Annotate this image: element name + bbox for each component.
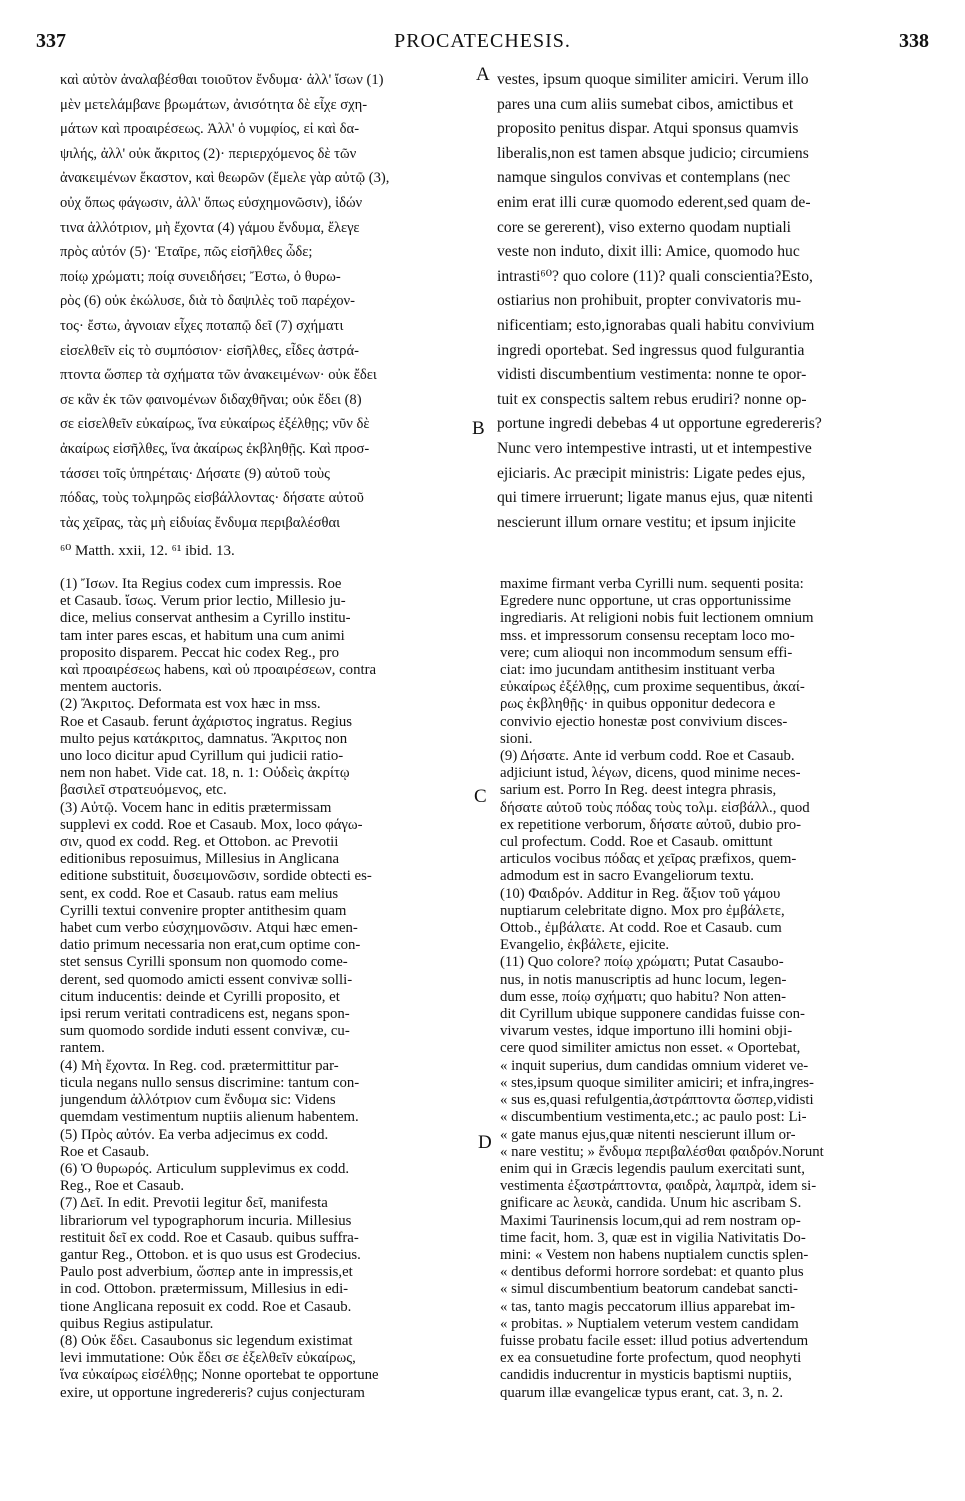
footnote-line: ρως ἐκβληθῇς· in quibus opponitur dedecora e [500,696,776,713]
latin-text-line: vestes, ipsum quoque similiter amiciri. Verum illo [497,71,809,88]
greek-text-line: τάσσει τοῖς ὑπηρέταις· Δήσατε (9) αὐτοῦ τοὺς [60,465,330,482]
greek-text-line: ποίῳ χρώματι; ποίᾳ συνειδήσει; Ἔστω, ὁ θυρω- [60,268,341,285]
greek-text-line: τος· ἔστω, ἀγνοιαν εἶχες ποταπῷ δεῖ (7) σχήματι [60,317,344,334]
footnote-line: time facit, hom. 3, quæ est in vigilia Nativitatis Do- [500,1229,806,1246]
greek-text-line: μὲν μετελάμβανε βρωμάτων, ἀνισότητα δὲ εἶχε σχη- [60,96,368,113]
footnote-line: dum esse, ποίῳ σχήματι; quo habitu? Non atten- [500,988,787,1005]
footnote-line: « simul discumbentium beatorum candebat sancti- [500,1281,798,1298]
footnote-line: sarium est. Porro In Reg. deest integra phrasis, [500,782,777,799]
footnote-line: quarum illæ evangelicæ typus erant, cat. 3, n. 2. [500,1384,784,1401]
footnote-line: quibus Regius astipulatur. [60,1315,214,1332]
footnote-line: Egredere nunc opportune, ut cras opportunissime [500,593,791,610]
footnote-line: restituit δεῖ ex codd. Roe et Casaub. quibus suffra- [60,1229,359,1246]
footnote-line: proposito disparem. Peccat hic codex Reg., pro [60,644,340,661]
greek-text-column [60,68,472,538]
margin-marker-a: A [476,64,490,85]
latin-text-line: vidisti discumbentium vestimenta: nonne te opor- [497,366,807,384]
footnote-line: vivarum vestes, idque importuno illi homini obji- [500,1023,793,1040]
footnote-line: adjiciunt istud, λέγων, dicens, quod minime neces- [500,765,801,782]
page-number-right: 338 [899,30,929,52]
footnote-line: (1) Ἴσων. Ita Regius codex cum impressis. Roe [60,576,342,592]
footnote-line: enim qui in Græcis legendis paulum exercitati sunt, [500,1160,805,1177]
footnote-line: uno loco dicitur apud Cyrillum qui judicii ratio- [60,748,344,765]
footnote-line: (7) Δεῖ. In edit. Prevotii legitur δεῖ, manifesta [60,1195,328,1212]
latin-text-line: intrasti⁶⁰? quo colore (11)? quali conscientia?Esto, [497,267,813,285]
footnote-line: nuptiarum celebritate digno. Mox pro ἐμβάλετε, [500,902,785,919]
greek-text-line: εἰσελθεῖν εἰς τὸ συμπόσιον· εἰσῆλθες, εἶδες ἀστρά- [60,342,359,359]
footnote-line: cul profectum. Codd. Roe et Casaub. omittunt [500,834,773,851]
footnote-line: citum inducentis: deinde et Cyrilli proposito, et [60,988,340,1005]
footnote-line: Evangelio, ἐκβάλετε, ejicite. [500,937,670,954]
footnote-line: vere; cum alioqui non incommodum sensum effi- [500,644,793,661]
latin-text-line: nificentiam; esto,ignorabas quali habitu convivium [497,316,815,334]
footnote-line: exire, ut opportune ingredereris? cujus conjecturam [60,1384,365,1401]
footnote-line: dice, melius conservat anthesim a Cyrillo institu- [60,610,351,627]
greek-text-line: ἀνακειμένων ἕκαστον, καὶ θεωρῶν (ἔμελε γὰρ αὐτῷ (3), [60,170,390,187]
footnote-line: habet cum verbo εὐσχημονῶσιν. Atqui hæc emen- [60,920,358,937]
latin-text-line: nescierunt illum ornare vestitu; et ipsum injicite [497,513,796,531]
latin-text-line: core se gererent), viso externo quodam nuptiali [497,218,792,236]
greek-text-line: πρὸς αὐτόν (5)· Ἑταῖρε, πῶς εἰσῆλθες ὧδε; [60,244,313,261]
greek-text-line: πόδας, τοὺς τολμηρῶς εἰσβάλλοντας· δήσατε αὐτοῦ [60,490,364,507]
footnote-line: mentem auctoris. [60,679,162,696]
footnote-line: candidis inducrentur in mysticis baptismi nuptiis, [500,1367,792,1384]
footnote-line: in cod. Ottobon. prætermissum, Millesius in edi- [60,1281,349,1298]
footnote-line: ἵνα εὐκαίρως εἰσέλθῃς; Nonne oportebat te opportune [60,1367,379,1384]
footnote-line: gnificare ac λευκὰ, candida. Unum hic ascribam S. [500,1195,802,1212]
footnote-line: « gate manus ejus,quæ nitenti nescierunt illum or- [500,1126,796,1143]
footnote-line: levi immutatione: Οὐκ ἔδει σε ἐξελθεῖν εὐκαίρως, [60,1350,356,1367]
footnote-line: sioni. [500,730,533,747]
footnote-line: cere quod similiter amictus non esset. « Oportebat, [500,1040,801,1057]
margin-marker-b: B [472,418,485,439]
greek-text-line: οὐχ ὅπως φάγωσιν, ἀλλ' ὅπως εὐσχημονῶσιν), ἰδών [60,194,363,211]
footnote-line: ciat: imo jucundam antithesim instituant verba [500,662,775,679]
footnote-line: ipsi rerum veritati contradicens est, negans spon- [60,1006,350,1023]
footnote-line: (3) Αὐτῷ. Vocem hanc in editis prætermissam [60,799,332,816]
footnote-line: rantem. [60,1040,105,1057]
latin-text-line: tuit ex conspectis saltem rebus erudiri? nonne op- [497,390,807,408]
footnote-line: admodum est in sacro Evangeliorum textu. [500,868,754,885]
footnote-line: et Casaub. ἴσως. Verum prior lectio, Millesio ju- [60,593,346,610]
margin-marker-c: C [474,786,487,807]
footnote-line: Paulo post adverbium, ὥσπερ ante in impressis,et [60,1264,353,1281]
notes-right-column [500,576,930,1496]
footnote-line: « inquit superius, dum candidas omnium videret ve- [500,1057,809,1074]
footnote-line: ex repetitione verborum, δήσατε αὐτοῦ, dubio pro- [500,816,802,833]
notes-left-column [60,576,472,1496]
footnote-line: Roe et Casaub. ferunt ἀχάριστος ingratus. Regius [60,713,353,730]
footnote-line: multo pejus κατάκριτος, damnatus. Ἄκριτος non [60,730,348,747]
footnote-line: « stes,ipsum quoque similiter amiciri; et infra,ingres- [500,1074,814,1091]
footnote-line: (10) Φαιδρόν. Additur in Reg. ἄξιον τοῦ γάμου [500,885,781,902]
footnote-line: derent, sed quomodo amicti essent convivæ solli- [60,971,353,988]
greek-text-line: τὰς χεῖρας, τὰς μὴ εἰδυίας ἔνδυμα περιβαλέσθαι [60,514,341,531]
footnote-line: (4) Μὴ ἔχοντα. In Reg. cod. prætermittitur par- [60,1057,339,1074]
greek-text-line [60,535,472,538]
footnote-line: vestimenta ἐξαστράπτοντα, φαιδρὰ, λαμπρὰ, idem si- [500,1178,817,1195]
latin-text-line: Nunc vero intempestive intrasti, ut et intempestive [497,439,812,457]
greek-text-line: καὶ αὐτὸν ἀναλαβέσθαι τοιοῦτον ἔνδυμα· ἀλλ' ἴσων (1) [60,72,384,88]
footnote-line: εὐκαίρως ἐξέλθῃς, cum proxime sequentibus, ἀκαί- [500,679,805,696]
footnote-line: sent, ex codd. Roe et Casaub. ratus eam melius [60,885,339,902]
footnote-line: « sus es,quasi refulgentia,ἀστράπτοντα ὥσπερ,vidisti [500,1092,814,1109]
footnote-line: quemdam vestimentum nuptiis alienum habentem. [60,1109,359,1126]
footnote-line: mini: « Vestem non habens nuptialem cunctis splen- [500,1246,809,1263]
footnote-line: σιν, quod ex codd. Reg. et Ottobon. ac Prevotii [60,834,339,851]
running-header [36,30,929,58]
footnote-line: (11) Quo colore? ποίῳ χρώματι; Putat Casaubo- [500,954,784,971]
footnote-line: ingrediaris. At religioni nobis fuit lectionem omnium [500,610,814,627]
greek-text-line: τινα ἀλλότριον, μὴ ἔχοντα (4) γάμου ἔνδυμα, ἔλεγε [60,219,360,236]
footnote-line: jungendum ἀλλότριον cum ἔνδυμα sic: Videns [60,1092,336,1109]
latin-text-line: ingredi oportebat. Sed ingressus quod fulgurantia [497,341,805,359]
greek-text-line: ρὸς (6) οὐκ ἐκώλυσε, διὰ τὸ δαψιλὲς τοῦ παρέχον- [60,293,355,310]
greek-text-line: ἀκαίρως εἰσῆλθες, ἵνα ἀκαίρως ἐκβληθῇς. Καὶ προσ- [60,440,370,457]
footnote-line: Reg., Roe et Casaub. [60,1178,185,1195]
footnote-line: maxime firmant verba Cyrilli num. sequenti posita: [500,576,804,592]
footnote-line: tam inter pares escas, et habitum una cum animi [60,627,345,644]
latin-text-line: ejiciaris. Ac præcipit ministris: Ligate pedes ejus, [497,464,806,482]
footnote-line: Roe et Casaub. [60,1143,150,1160]
footnote-line: (6) Ὁ θυρωρός. Articulum supplevimus ex codd. [60,1160,350,1177]
latin-text-line: liberalis,non est tamen absque judicio; circumiens [497,144,809,162]
footnote-line: « discumbentium vestimenta,etc.; ac paulo post: Li- [500,1109,807,1126]
footnote-line: βασιλεῖ στρατευόμενος, etc. [60,782,227,799]
footnote-line: tione Anglicana reposuit ex codd. Roe et Casaub. [60,1298,352,1315]
footnote-line: mss. et impressorum consensu receptam loco mo- [500,627,795,644]
footnote-line: (9) Δήσατε. Ante id verbum codd. Roe et Casaub. [500,748,795,765]
page-number-left: 337 [36,30,66,52]
footnote-line: Cyrilli textui convenire propter antithesim quam [60,902,347,919]
footnote-line: datio primum necessaria non erat,cum optime con- [60,937,361,954]
latin-text-line [497,535,929,538]
footnote-line: stet sensus Cyrilli sponsum non quomodo come- [60,954,348,971]
margin-marker-d: D [478,1132,492,1153]
footnote-line: articulos vocibus πόδας et χεῖρας præfixos, quem- [500,851,797,868]
footnote-line: δήσατε αὐτοῦ τοὺς πόδας τοὺς τολμ. εἰσβάλλ., quod [500,799,810,816]
footnote-line: ticula negans nullo sensus discrimine: tantum con- [60,1074,360,1091]
footnote-line: « tas, tanto magis peccatorum illius apparebat im- [500,1298,796,1315]
footnote-line: sum quomodo sordide induti essent convivæ, cu- [60,1023,350,1040]
footnote-line: convivio ejectio honestæ post convivium disces- [500,713,788,730]
footnote-line: « probitas. » Nuptialem veterum vestem candidam [500,1315,799,1332]
footnote-line: supplevi ex codd. Roe et Casaub. Mox, loco φάγω- [60,816,363,833]
footnote-line: « nare vestitu; » ἔνδυμα περιβαλέσθαι φαιδρόν.Norunt [500,1143,824,1160]
greek-text-line: σε εἰσελθεῖν εὐκαίρως, ἵνα εὐκαίρως ἐξέλθῃς; νῦν δὲ [60,416,370,433]
latin-text-line: pares una cum aliis sumebat cibos, amictibus et [497,95,794,113]
latin-text-line: veste non induto, dixit illi: Amice, quomodo huc [497,243,800,261]
footnote-line: (8) Οὐκ ἔδει. Casaubonus sic legendum existimat [60,1332,353,1349]
latin-text-line: enim erat illi curæ quomodo ederent,sed quam de- [497,193,811,211]
footnote-line: editione substituit, δυσειμονῶσιν, sordide obtecti es- [60,868,372,885]
footnote-line: editionibus reposuimus, Millesius in Anglicana [60,851,340,868]
latin-text-line: namque singulos convivas et contemplans (nec [497,169,791,187]
greek-text-line: μάτων καὶ προαιρέσεως. Ἀλλ' ὁ νυμφίος, εἰ καὶ δα- [60,121,360,138]
footnote-line: nem non habet. Vide cat. 18, n. 1: Οὐδεὶς ἀκρίτῳ [60,765,350,782]
footnote-line: καὶ προαιρέσεως habens, καὶ οὐ προαιρέσεων, contra [60,662,377,679]
greek-text-line: σε κἂν ἐκ τῶν φαινομένων διδαχθῆναι; οὐκ ἔδει (8) [60,391,362,408]
greek-text-line: ψιλής, ἀλλ' οὐκ ἄκριτος (2)· περιερχόμενος δὲ τῶν [60,145,357,162]
footnote-line: dit Cyrillum ubique supponere candidas fuisse con- [500,1006,805,1023]
footnote-line: Ottob., ἐμβάλατε. At codd. Roe et Casaub. cum [500,920,782,937]
greek-text-line: πτοντα ὥσπερ τὰ σχήματα τῶν ἀνακειμένων· οὐκ ἔδει [60,367,377,384]
footnote-line: nus, in notis manuscriptis ad hunc locum, legen- [500,971,787,988]
latin-text-line: portune ingredi debebas 4 ut opportune egredereris? [497,415,822,433]
footnote-line: Maximi Taurinensis locum,qui ad rem nostram op- [500,1212,801,1229]
scripture-citations: ⁶⁰ Matth. xxii, 12. ⁶¹ ibid. 13. [60,543,235,559]
latin-text-line: ostiarius non prohibuit, propter convivatoris mu- [497,292,802,310]
footnote-line: gantur Reg., Ottobon. et is quo usus est Grodecius. [60,1246,361,1263]
footnote-line: (5) Πρὸς αὐτόν. Ea verba adjecimus ex codd. [60,1126,329,1143]
footnote-line: ex ea consuetudine forte profectum, quod neophyti [500,1350,802,1367]
latin-text-column [497,68,929,538]
footnote-line: librariorum vel typographorum incuria. Millesius [60,1212,352,1229]
footnote-line: fuisse probatu facile esset: illud potius advertendum [500,1332,809,1349]
latin-text-line: proposito penitus dispar. Atqui sponsus quamvis [497,120,799,138]
footnote-line: « dentibus deformi horrore sordebat: et quanto plus [500,1264,804,1281]
latin-text-line: qui timere irruerunt; ligate manus ejus, quæ nitenti [497,489,814,507]
running-title: PROCATECHESIS. [394,30,571,52]
footnote-line: (2) Ἄκριτος. Deformata est vox hæc in mss. [60,696,321,713]
